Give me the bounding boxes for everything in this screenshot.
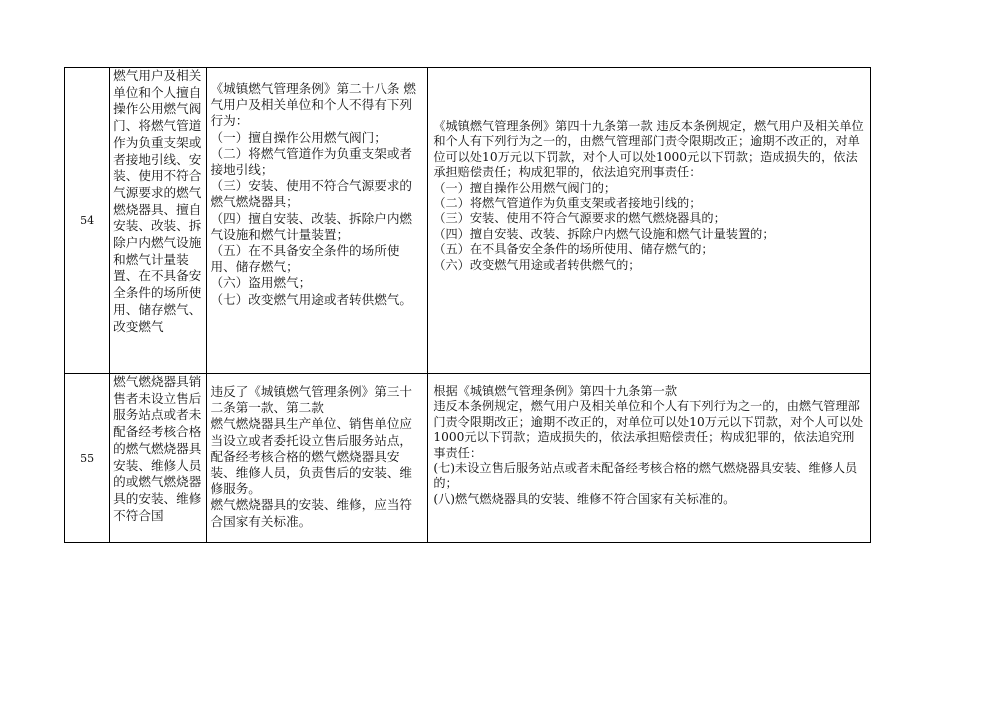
penalty-basis-text: 根据《城镇燃气管理条例》第四十九条第一款 违反本条例规定，燃气用户及相关单位和个人有下列行为之一的，由燃气管理部门责令限期改正；逾期不改正的，对单位可以处10万元以下罚款，对个人可以处1000元以下罚款；造成损失的，依法承担赔偿责任；构成犯罪的，依法追究刑事责任： (七)未设立售后服务站点或者未配备经考核合格的燃气燃烧器具安装、维修人员的； (八)燃气燃烧器具的安装、维修不符合国家有关标准的。 [433,384,864,506]
legal-basis-cell [206,68,428,374]
penalty-basis-text: 《城镇燃气管理条例》第四十九条第一款 违反本条例规定，燃气用户及相关单位和个人有下列行为之一的，由燃气管理部门责令限期改正；逾期不改正的，对单位可以处10万元以下罚款，对个人可以处1000元以下罚款；造成损失的，依法承担赔偿责任；构成犯罪的，依法追究刑事责任： （一）擅自操作公用燃气阀门的； （二）将燃气管道作为负重支架或者接地引线的； （三）安装、使用不符合气源要求的燃气燃烧器具的； （四）擅自安装、改装、拆除户内燃气设施和燃气计量装置的； （五）在不具备安全条件的场所使用、储存燃气的； （六）改变燃气用途或者转供燃气的； [433,119,864,272]
penalty-basis-cell [428,374,871,543]
violation-item-cell [110,68,206,374]
violation-item-text: 燃气用户及相关单位和个人擅自操作公用燃气阀门、将燃气管道作为负重支架或者接地引线、安装、使用不符合气源要求的燃气燃烧器具、擅自安装、改装、拆除户内燃气设施和燃气计量装置、在不具备安全条件的场所使用、储存燃气、改变燃气 [113,68,202,334]
row-number: 55 [80,451,95,465]
legal-basis-cell [206,374,428,543]
legal-basis-text: 违反了《城镇燃气管理条例》第三十二条第一款、第二款 燃气燃烧器具生产单位、销售单位应当设立或者委托设立售后服务站点，配备经考核合格的燃气燃烧器具安装、维修人员，负责售后的安装、维修服务。 燃气燃烧器具的安装、维修，应当符合国家有关标准。 [210,384,412,529]
row-number-cell [65,68,110,374]
legal-basis-text: 《城镇燃气管理条例》第二十八条 燃气用户及相关单位和个人不得有下列行为： （一）擅自操作公用燃气阀门； （二）将燃气管道作为负重支架或者接地引线； （三）安装、使用不符合气源要求的燃气燃烧器具； （四）擅自安装、改装、拆除户内燃气设施和燃气计量装置； （五）在不具备安全条件的场所使用、储存燃气； （六）盗用燃气； （七）改变燃气用途或者转供燃气。 [210,81,417,307]
violation-item-text: 燃气燃烧器具销售者未设立售后服务站点或者未配备经考核合格的燃气燃烧器具安装、维修人员的或燃气燃烧器具的安装、维修不符合国 [113,374,202,523]
row-number-cell [65,374,110,543]
penalty-basis-cell [428,68,871,374]
table-row [65,68,871,374]
violation-item-cell [110,374,206,543]
regulation-table [64,67,871,543]
table-row [65,374,871,543]
row-number: 54 [80,214,95,227]
